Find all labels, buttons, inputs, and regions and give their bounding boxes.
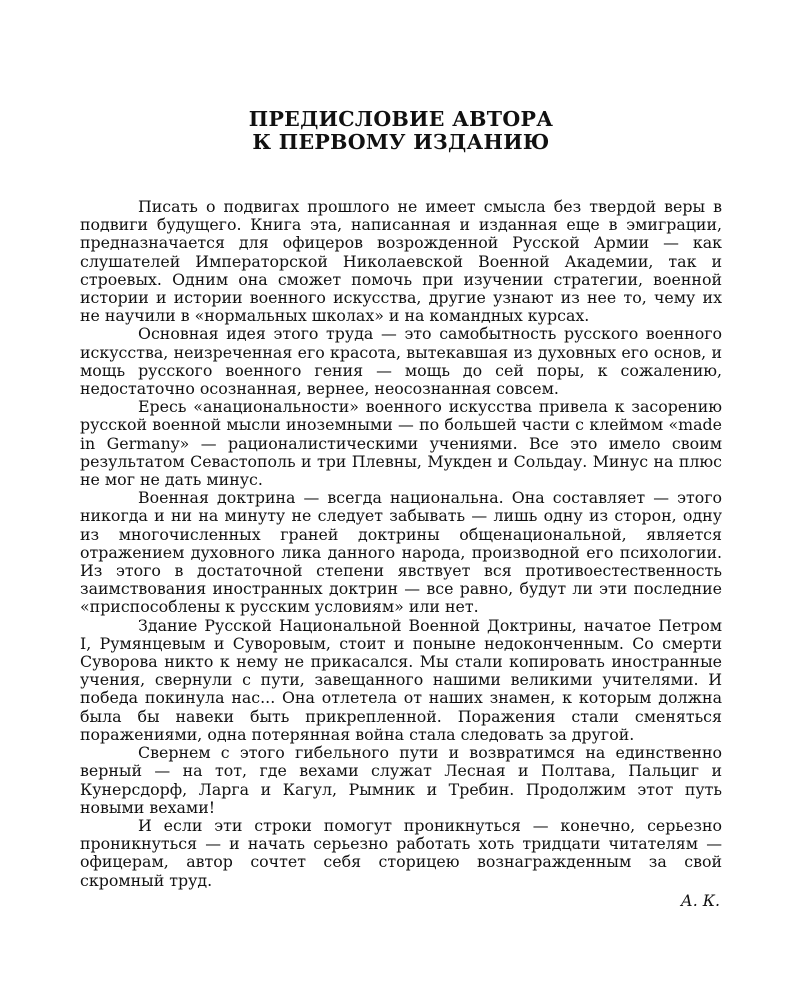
book-page: [80, 108, 722, 910]
author-signature: А. К.: [680, 890, 720, 910]
paragraph-4: Военная доктрина — всегда национальна. Она составляет — этого никогда и ни на минуту не следует забывать — лишь одну из сторон, одну из многочисленных граней доктрины общенациональной, является отражением духовного лика данного народа, производной его психологии. Из этого в достаточной степени явствует вся противоестественность заимствования иностранных доктрин — все равно, будут ли эти последние «приспособлены к русским условиям» или нет.: [80, 488, 722, 617]
paragraph-5: Здание Русской Национальной Военной Доктрины, начатое Петром I, Румянцевым и Суворовым, стоит и поныне недоконченным. Со смерти Суворова никто к нему не прикасался. Мы стали копировать иностранные учения, свернули с пути, завещанного нашими великими учителями. И победа покинула нас... Она отлетела от наших знамен, к которым должна была бы навеки быть прикрепленной. Поражения стали сменяться поражениями, одна потерянная война стала следовать за другой.: [80, 615, 722, 744]
title-line-2: К ПЕРВОМУ ИЗДАНИЮ: [252, 130, 550, 154]
title-line-1: ПРЕДИСЛОВИЕ АВТОРА: [248, 107, 554, 131]
preface-body: [80, 198, 722, 910]
paragraph-7: И если эти строки помогут проникнуться — конечно, серьезно проникнуться — и начать серьезно работать хоть тридцати читателям — офицерам, автор сочтет себя сторицею вознагражденным за свой скромный труд.: [80, 815, 722, 890]
paragraph-6: Свернем с этого гибельного пути и возвратимся на единственно верный — на тот, где вехами служат Лесная и Полтава, Пальциг и Кунерсдорф, Ларга и Кагул, Рымник и Требин. Продолжим этот путь новыми вехами!: [80, 743, 722, 817]
paragraph-1: Писать о подвигах прошлого не имеет смысла без твердой веры в подвиги будущего. Книга эта, написанная и изданная еще в эмиграции, предназначается для офицеров возрожденной Русской Армии — как слушателей Императорской Николаевской Военной Академии, так и строевых. Одним она сможет помочь при изучении стратегии, военной истории и истории военного искусства, другие узнают из нее то, чему их не научили в «нормальных школах» и на командных курсах.: [80, 197, 722, 326]
paragraph-3: Ересь «анациональности» военного искусства привела к засорению русской военной мысли иноземными — по большей части с клеймом «made in Germany» — рационалистическими учениями. Все это имело своим результатом Севастополь и три Плевны, Мукден и Сольдау. Минус на плюс не мог не дать минус.: [80, 397, 722, 490]
paragraph-2: Основная идея этого труда — это самобытность русского военного искусства, неизреченная его красота, вытекавшая из духовных его основ, и мощь русского военного гения — мощь до сей поры, к сожалению, недостаточно осознанная, вернее, неосознанная совсем.: [80, 324, 722, 399]
page-title: [80, 108, 722, 154]
